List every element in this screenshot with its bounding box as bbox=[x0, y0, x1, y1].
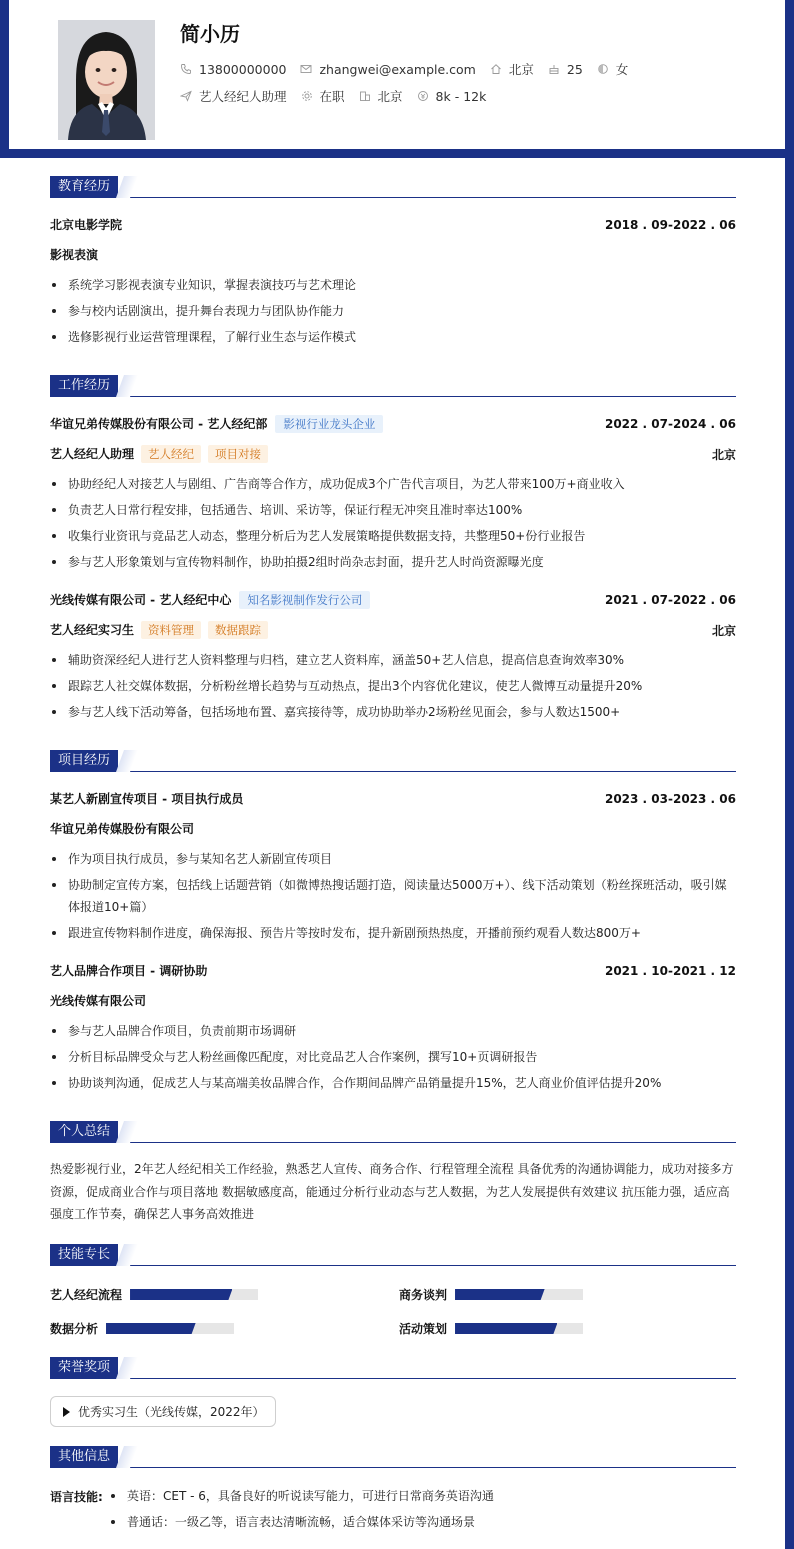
project-header-row bbox=[50, 790, 736, 807]
list-item: 协助制定宣传方案，包括线上话题营销（如微博热搜话题打造，阅读量达5000万+）、线下活动策划（粉丝探班活动，吸引媒体报道10+篇） bbox=[50, 872, 736, 920]
list-item: 参与艺人品牌合作项目，负责前期市场调研 bbox=[50, 1018, 736, 1044]
section-title-decoration bbox=[116, 1121, 138, 1143]
company-tag: 影视行业龙头企业 bbox=[275, 415, 383, 433]
age-value: 25 bbox=[566, 61, 583, 77]
skill-bar-fill bbox=[106, 1323, 196, 1334]
list-item: 辅助资深经纪人进行艺人资料整理与归档，建立艺人资料库，涵盖50+艺人信息，提高信息查询效率30% bbox=[50, 647, 736, 673]
status-item bbox=[301, 87, 345, 105]
list-item: 跟踪艺人社交媒体数据，分析粉丝增长趋势与互动热点，提出3个内容优化建议，使艺人微博互动量提升20% bbox=[50, 673, 736, 699]
section-title-decoration bbox=[116, 375, 138, 397]
status-value: 在职 bbox=[319, 89, 345, 104]
send-icon bbox=[180, 90, 192, 102]
project-date: 2023 . 03-2023 . 06 bbox=[604, 791, 736, 806]
section-header bbox=[50, 1244, 736, 1266]
avatar-photo bbox=[58, 20, 155, 140]
role-tag: 资料管理 bbox=[141, 621, 201, 639]
section-header bbox=[50, 1121, 736, 1143]
list-item: 普通话：一级乙等，语言表达清晰流畅，适合媒体采访等沟通场景 bbox=[109, 1509, 736, 1535]
job-intent-row bbox=[180, 87, 500, 105]
project-header-row bbox=[50, 962, 736, 979]
section-title: 工作经历 bbox=[50, 375, 118, 397]
skill-bar-fill bbox=[455, 1289, 545, 1300]
section-title: 其他信息 bbox=[50, 1446, 118, 1468]
gender-value: 女 bbox=[615, 62, 629, 77]
frame-border-right bbox=[785, 0, 794, 1549]
section-title: 技能专长 bbox=[50, 1244, 118, 1266]
skill-item bbox=[399, 1286, 583, 1303]
job-date: 2021 . 07-2022 . 06 bbox=[604, 593, 736, 607]
target-city-value: 北京 bbox=[377, 89, 403, 104]
education-bullets bbox=[50, 272, 736, 350]
job-role: 艺人经纪实习生 bbox=[50, 623, 135, 637]
education-section bbox=[50, 176, 736, 198]
job-header-row bbox=[50, 415, 736, 433]
skill-bar bbox=[106, 1323, 234, 1334]
city-value: 北京 bbox=[508, 62, 534, 77]
section-header bbox=[50, 375, 736, 397]
section-header bbox=[50, 1446, 736, 1468]
job-location: 北京 bbox=[711, 447, 736, 462]
project-org-row bbox=[50, 820, 736, 837]
section-header bbox=[50, 176, 736, 198]
job-role: 艺人经纪人助理 bbox=[50, 447, 135, 461]
list-item: 收集行业资讯与竞品艺人动态，整理分析后为艺人发展策略提供数据支持，共整理50+份行业报告 bbox=[50, 523, 736, 549]
project-date: 2021 . 10-2021 . 12 bbox=[604, 963, 736, 978]
skill-item bbox=[399, 1320, 583, 1337]
job-bullets bbox=[50, 471, 736, 575]
summary-text: 热爱影视行业，2年艺人经纪相关工作经验，熟悉艺人宣传、商务合作、行程管理全流程 具备优秀的沟通协调能力，成功对接多方资源，促成商业合作与项目落地 数据敏感度高，能通过分析行业动态与艺人数据，为艺人发展提供有效建议 抗压能力强，适应高强度工作节奏，确保艺人事务高效推进 bbox=[50, 1162, 734, 1221]
section-title-decoration bbox=[116, 1244, 138, 1266]
triangle-right-icon bbox=[63, 1407, 70, 1417]
contact-row bbox=[180, 60, 642, 78]
section-title: 项目经历 bbox=[50, 750, 118, 772]
project-name: 某艺人新剧宣传项目 - 项目执行成员 bbox=[50, 792, 244, 806]
phone-icon bbox=[180, 63, 192, 75]
list-item: 参与校内话剧演出，提升舞台表现力与团队协作能力 bbox=[50, 298, 736, 324]
skill-name: 商务谈判 bbox=[399, 1288, 448, 1302]
list-item: 参与艺人线下活动筹备，包括场地布置、嘉宾接待等，成功协助举办2场粉丝见面会，参与人数达1500+ bbox=[50, 699, 736, 725]
education-date: 2018 . 09-2022 . 06 bbox=[604, 217, 736, 232]
position-value: 艺人经纪人助理 bbox=[199, 89, 287, 104]
list-item: 分析目标品牌受众与艺人粉丝画像匹配度，对比竞品艺人合作案例，撰写10+页调研报告 bbox=[50, 1044, 736, 1070]
avatar bbox=[58, 20, 155, 140]
work-section bbox=[50, 375, 736, 397]
cake-icon bbox=[548, 63, 560, 75]
project-org-row bbox=[50, 992, 736, 1009]
skill-item bbox=[50, 1286, 258, 1303]
job-role-row bbox=[50, 445, 736, 463]
education-major-row bbox=[50, 246, 736, 263]
position-item bbox=[180, 87, 287, 105]
building-icon bbox=[359, 90, 371, 102]
major-name: 影视表演 bbox=[50, 248, 99, 262]
list-item: 系统学习影视表演专业知识，掌握表演技巧与艺术理论 bbox=[50, 272, 736, 298]
section-title: 个人总结 bbox=[50, 1121, 118, 1143]
city-item bbox=[490, 60, 534, 78]
target-city-item bbox=[359, 87, 403, 105]
frame-border-left bbox=[0, 0, 9, 158]
role-tag: 数据跟踪 bbox=[208, 621, 268, 639]
project-name: 艺人品牌合作项目 - 调研协助 bbox=[50, 964, 208, 978]
skills-section bbox=[50, 1244, 736, 1266]
home-icon bbox=[490, 63, 502, 75]
section-title-decoration bbox=[116, 1357, 138, 1379]
section-title: 荣誉奖项 bbox=[50, 1357, 118, 1379]
award-item[interactable] bbox=[50, 1396, 276, 1427]
candidate-name: 简小历 bbox=[180, 22, 240, 46]
job-company: 光线传媒有限公司 - 艺人经纪中心 bbox=[50, 593, 232, 607]
skill-bar-fill bbox=[130, 1289, 232, 1300]
award-text: 优秀实习生（光线传媒，2022年） bbox=[78, 1405, 265, 1419]
job-bullets bbox=[50, 647, 736, 725]
role-tag: 艺人经纪 bbox=[141, 445, 201, 463]
other-section bbox=[50, 1446, 736, 1468]
project-org: 华谊兄弟传媒股份有限公司 bbox=[50, 822, 195, 836]
list-item: 作为项目执行成员，参与某知名艺人新剧宣传项目 bbox=[50, 846, 736, 872]
skill-name: 活动策划 bbox=[399, 1322, 448, 1336]
company-tag: 知名影视制作发行公司 bbox=[239, 591, 370, 609]
gender-item bbox=[597, 60, 629, 78]
project-bullets bbox=[50, 846, 736, 946]
summary-section bbox=[50, 1121, 736, 1143]
job-company: 华谊兄弟传媒股份有限公司 - 艺人经纪部 bbox=[50, 417, 268, 431]
gear-icon bbox=[301, 90, 313, 102]
skill-name: 数据分析 bbox=[50, 1322, 99, 1336]
section-header bbox=[50, 1357, 736, 1379]
salary-item bbox=[417, 89, 487, 104]
section-title-decoration bbox=[116, 176, 138, 198]
age-item bbox=[548, 62, 583, 77]
salary-value: 8k - 12k bbox=[435, 88, 487, 104]
language-list bbox=[109, 1483, 736, 1535]
header-border-bottom bbox=[0, 149, 794, 158]
phone-value: 13800000000 bbox=[199, 61, 287, 77]
education-school-row bbox=[50, 216, 736, 233]
projects-section bbox=[50, 750, 736, 772]
list-item: 协助经纪人对接艺人与剧组、广告商等合作方，成功促成3个广告代言项目，为艺人带来100万+商业收入 bbox=[50, 471, 736, 497]
skill-bar bbox=[455, 1323, 583, 1334]
list-item: 选修影视行业运营管理课程，了解行业生态与运作模式 bbox=[50, 324, 736, 350]
list-item: 英语：CET - 6，具备良好的听说读写能力，可进行日常商务英语沟通 bbox=[109, 1483, 736, 1509]
list-item: 负责艺人日常行程安排，包括通告、培训、采访等，保证行程无冲突且准时率达100% bbox=[50, 497, 736, 523]
job-date: 2022 . 07-2024 . 06 bbox=[604, 417, 736, 431]
email-value: zhangwei@example.com bbox=[319, 61, 476, 77]
coin-icon bbox=[417, 90, 429, 102]
list-item: 跟进宣传物料制作进度，确保海报、预告片等按时发布，提升新剧预热热度，开播前预约观看人数达800万+ bbox=[50, 920, 736, 946]
skill-item bbox=[50, 1320, 234, 1337]
section-title-decoration bbox=[116, 1446, 138, 1468]
school-name: 北京电影学院 bbox=[50, 218, 123, 232]
resume-header bbox=[9, 0, 785, 149]
project-org: 光线传媒有限公司 bbox=[50, 994, 147, 1008]
honors-section bbox=[50, 1357, 736, 1379]
skill-bar bbox=[455, 1289, 583, 1300]
skill-bar bbox=[130, 1289, 258, 1300]
job-header-row bbox=[50, 591, 736, 609]
job-location: 北京 bbox=[711, 623, 736, 638]
skill-bar-fill bbox=[455, 1323, 557, 1334]
section-header bbox=[50, 750, 736, 772]
role-tag: 项目对接 bbox=[208, 445, 268, 463]
section-title: 教育经历 bbox=[50, 176, 118, 198]
list-item: 协助谈判沟通，促成艺人与某高端美妆品牌合作，合作期间品牌产品销量提升15%，艺人商业价值评估提升20% bbox=[50, 1070, 736, 1096]
skill-name: 艺人经纪流程 bbox=[50, 1288, 123, 1302]
language-label: 语言技能: bbox=[50, 1490, 103, 1504]
gender-icon bbox=[597, 63, 609, 75]
project-bullets bbox=[50, 1018, 736, 1096]
email-item bbox=[300, 62, 475, 77]
phone-item bbox=[180, 62, 286, 77]
mail-icon bbox=[300, 63, 312, 75]
list-item: 参与艺人形象策划与宣传物料制作，协助拍摄2组时尚杂志封面，提升艺人时尚资源曝光度 bbox=[50, 549, 736, 575]
job-role-row bbox=[50, 621, 736, 639]
section-title-decoration bbox=[116, 750, 138, 772]
